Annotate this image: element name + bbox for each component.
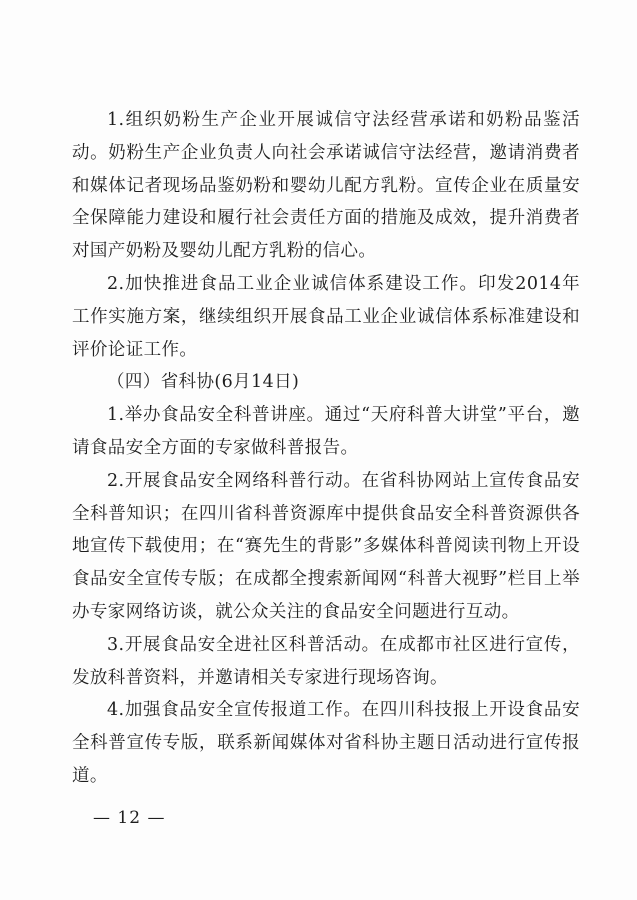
paragraph-science-lecture: 1.举办食品安全科普讲座。通过“天府科普大讲堂”平台，邀请食品安全方面的专家做科普报告。 (72, 405, 580, 458)
paragraph-community-science: 3.开展食品安全进社区科普活动。在成都市社区进行宣传，发放科普资料，并邀请相关专家进行现场咨询。 (72, 634, 580, 688)
section-heading-provincial-association: （四）省科协(6月14日) (107, 372, 300, 393)
paragraph-publicity-reporting: 4.加强食品安全宣传报道工作。在四川科技报上开设食品安全科普宣传专版，联系新闻媒体对省科协主题日活动进行宣传报道。 (72, 700, 580, 786)
document-body (72, 104, 580, 793)
paragraph-food-industry-integrity: 2.加快推进食品工业企业诚信体系建设工作。印发2014年工作实施方案，继续组织开展食品工业企业诚信体系标准建设和评价论证工作。 (72, 273, 580, 360)
paragraph-online-science: 2.开展食品安全网络科普行动。在省科协网站上宣传食品安全科普知识；在四川省科普资源库中提供食品安全科普资源供各地宣传下载使用；在“赛先生的背影”多媒体科普阅读刊物上开设食品安全宣传专版；在成都全搜索新闻网“科普大视野”栏目上举办专家网络访谈，就公众关注的食品安全问题进行互动。 (72, 470, 580, 622)
page-number: — 12 — (93, 808, 166, 828)
paragraph-dairy-integrity: 1.组织奶粉生产企业开展诚信守法经营承诺和奶粉品鉴活动。奶粉生产企业负责人向社会承诺诚信守法经营，邀请消费者和媒体记者现场品鉴奶粉和婴幼儿配方乳粉。宣传企业在质量安全保障能力建设和履行社会责任方面的措施及成效，提升消费者对国产奶粉及婴幼儿配方乳粉的信心。 (72, 110, 580, 262)
